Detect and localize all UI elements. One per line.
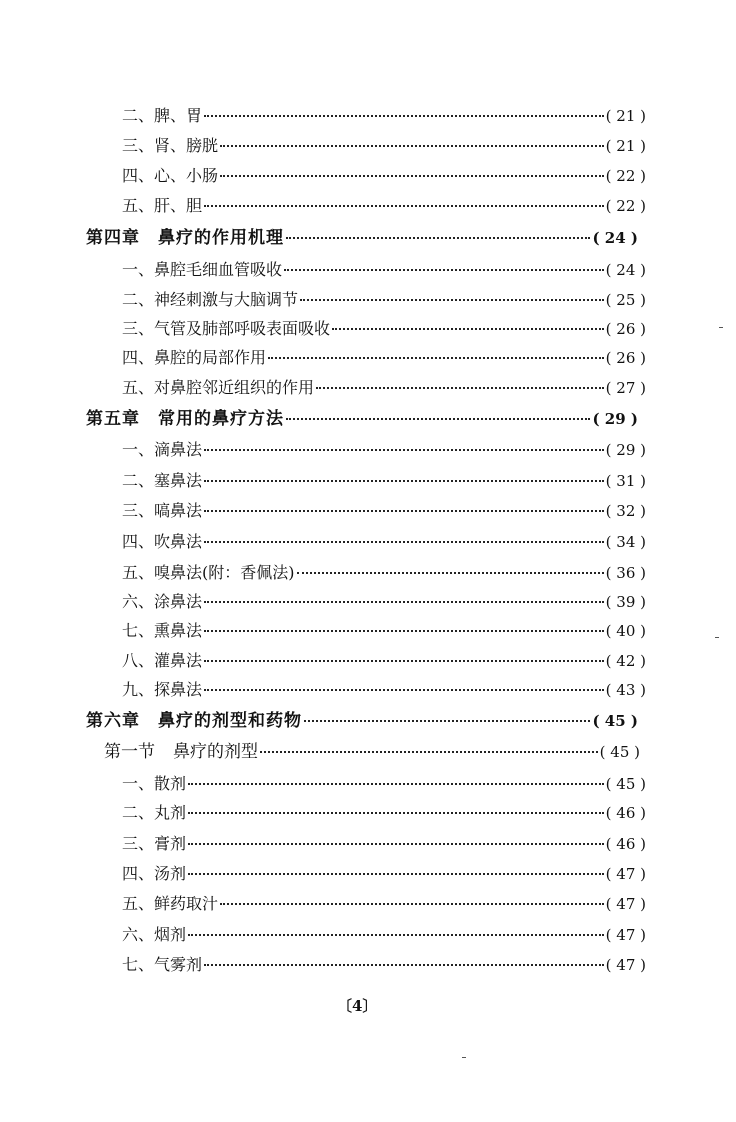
dot-leader bbox=[332, 328, 604, 330]
toc-item-number: 一、 bbox=[122, 774, 155, 793]
toc-chapter-number: 第六章 bbox=[86, 711, 140, 731]
toc-item-page: ( 45 ) bbox=[605, 775, 646, 793]
toc-chapter bbox=[86, 228, 638, 248]
toc-item bbox=[122, 925, 646, 945]
toc-item bbox=[122, 348, 646, 368]
toc-item-number: 三、 bbox=[122, 834, 155, 853]
toc-item-number: 一、 bbox=[122, 440, 155, 459]
dot-leader bbox=[286, 418, 590, 420]
dot-leader bbox=[204, 480, 604, 482]
toc-item-title: 熏鼻法 bbox=[154, 621, 203, 640]
toc-item bbox=[122, 680, 646, 700]
dot-leader bbox=[204, 601, 604, 603]
toc-item-title: 嗅鼻法(附：香佩法) bbox=[154, 563, 295, 582]
toc-item-page: ( 22 ) bbox=[605, 167, 646, 185]
toc-item-number: 九、 bbox=[122, 680, 155, 699]
toc-item bbox=[122, 319, 646, 339]
toc-item-number: 四、 bbox=[122, 864, 155, 883]
dot-leader bbox=[188, 934, 604, 936]
toc-item-page: ( 21 ) bbox=[605, 107, 646, 125]
toc-chapter-number: 第四章 bbox=[86, 228, 140, 248]
toc-item bbox=[122, 501, 646, 521]
dot-leader bbox=[286, 237, 590, 239]
scan-speck bbox=[719, 327, 723, 328]
toc-item-title: 塞鼻法 bbox=[154, 471, 203, 490]
toc-item-number: 二、 bbox=[122, 290, 155, 309]
toc-item-title: 探鼻法 bbox=[154, 680, 203, 699]
scan-speck bbox=[715, 637, 719, 638]
toc-item-number: 五、 bbox=[122, 378, 155, 397]
toc-item-number: 二、 bbox=[122, 471, 155, 490]
toc-item-page: ( 24 ) bbox=[605, 261, 646, 279]
toc-item-page: ( 25 ) bbox=[605, 291, 646, 309]
toc-item bbox=[122, 563, 646, 583]
dot-leader bbox=[188, 843, 604, 845]
toc-item-number: 二、 bbox=[122, 803, 155, 822]
toc-item-number: 六、 bbox=[122, 592, 155, 611]
toc-item-title: 吹鼻法 bbox=[154, 532, 203, 551]
toc-item bbox=[122, 621, 646, 641]
toc-item-page: ( 46 ) bbox=[605, 835, 646, 853]
toc-item-page: ( 26 ) bbox=[605, 320, 646, 338]
toc-chapter-page: ( 29 ) bbox=[592, 410, 638, 428]
toc-item-title: 散剂 bbox=[154, 774, 187, 793]
toc-chapter-title: 常用的鼻疗方法 bbox=[158, 409, 284, 429]
toc-item-title: 鲜药取汁 bbox=[154, 894, 219, 913]
toc-item-number: 八、 bbox=[122, 651, 155, 670]
toc-item-number: 一、 bbox=[122, 260, 155, 279]
toc-item-page: ( 34 ) bbox=[605, 533, 646, 551]
toc-item-title: 对鼻腔邻近组织的作用 bbox=[154, 378, 315, 397]
toc-item bbox=[122, 864, 646, 884]
toc-item bbox=[122, 378, 646, 398]
toc-item-title: 心、小肠 bbox=[154, 166, 219, 185]
dot-leader bbox=[204, 205, 604, 207]
toc-item-page: ( 47 ) bbox=[605, 865, 646, 883]
toc-item-title: 鼻腔毛细血管吸收 bbox=[154, 260, 283, 279]
toc-item-page: ( 42 ) bbox=[605, 652, 646, 670]
dot-leader bbox=[188, 812, 604, 814]
dot-leader bbox=[304, 720, 590, 722]
dot-leader bbox=[204, 630, 604, 632]
toc-item-number: 七、 bbox=[122, 621, 155, 640]
dot-leader bbox=[204, 115, 604, 117]
toc-item-page: ( 43 ) bbox=[605, 681, 646, 699]
toc-chapter-title: 鼻疗的剂型和药物 bbox=[158, 711, 302, 731]
toc-item bbox=[122, 440, 646, 460]
toc-item-number: 四、 bbox=[122, 166, 155, 185]
toc-item-number: 三、 bbox=[122, 319, 155, 338]
dot-leader bbox=[220, 145, 604, 147]
toc-item bbox=[122, 803, 646, 823]
toc-item-page: ( 32 ) bbox=[605, 502, 646, 520]
toc-item-number: 五、 bbox=[122, 196, 155, 215]
dot-leader bbox=[284, 269, 604, 271]
toc-item-page: ( 29 ) bbox=[605, 441, 646, 459]
toc-chapter bbox=[86, 711, 638, 731]
toc-item-page: ( 22 ) bbox=[605, 197, 646, 215]
toc-item bbox=[122, 834, 646, 854]
toc-item-page: ( 36 ) bbox=[605, 564, 646, 582]
toc-item-title: 脾、胃 bbox=[154, 106, 203, 125]
toc-chapter-title: 鼻疗的作用机理 bbox=[158, 228, 284, 248]
toc-item-number: 五、 bbox=[122, 894, 155, 913]
toc-item-title: 汤剂 bbox=[154, 864, 187, 883]
toc-section-number: 第一节 bbox=[104, 742, 155, 762]
toc-item-page: ( 47 ) bbox=[605, 926, 646, 944]
dot-leader bbox=[204, 510, 604, 512]
toc-item-title: 肝、胆 bbox=[154, 196, 203, 215]
toc-item-title: 气管及肺部呼吸表面吸收 bbox=[154, 319, 331, 338]
toc-section bbox=[104, 742, 640, 762]
toc-item-number: 六、 bbox=[122, 925, 155, 944]
toc-item-title: 烟剂 bbox=[154, 925, 187, 944]
toc-item-number: 三、 bbox=[122, 136, 155, 155]
toc-item-page: ( 47 ) bbox=[605, 956, 646, 974]
toc-item bbox=[122, 260, 646, 280]
dot-leader bbox=[188, 783, 604, 785]
toc-chapter-number: 第五章 bbox=[86, 409, 140, 429]
scan-speck bbox=[462, 1057, 466, 1058]
dot-leader bbox=[188, 873, 604, 875]
toc-item-page: ( 26 ) bbox=[605, 349, 646, 367]
toc-chapter-page: ( 45 ) bbox=[592, 712, 638, 730]
dot-leader bbox=[204, 449, 604, 451]
toc-item-number: 四、 bbox=[122, 348, 155, 367]
dot-leader bbox=[316, 387, 604, 389]
dot-leader bbox=[204, 660, 604, 662]
toc-section-title: 鼻疗的剂型 bbox=[173, 742, 258, 762]
toc-item-page: ( 46 ) bbox=[605, 804, 646, 822]
toc-item-page: ( 27 ) bbox=[605, 379, 646, 397]
toc-item-page: ( 31 ) bbox=[605, 472, 646, 490]
toc-item bbox=[122, 894, 646, 914]
dot-leader bbox=[204, 964, 604, 966]
toc-section-page: ( 45 ) bbox=[599, 743, 640, 761]
dot-leader bbox=[260, 751, 598, 753]
toc-item bbox=[122, 196, 646, 216]
dot-leader bbox=[204, 541, 604, 543]
dot-leader bbox=[220, 903, 604, 905]
dot-leader bbox=[204, 689, 604, 691]
toc-item bbox=[122, 136, 646, 156]
toc-item bbox=[122, 651, 646, 671]
toc-item-title: 滴鼻法 bbox=[154, 440, 203, 459]
dot-leader bbox=[268, 357, 604, 359]
toc-item bbox=[122, 290, 646, 310]
toc-item-page: ( 39 ) bbox=[605, 593, 646, 611]
toc-item-number: 四、 bbox=[122, 532, 155, 551]
toc-item bbox=[122, 106, 646, 126]
toc-item-number: 三、 bbox=[122, 501, 155, 520]
toc-item-page: ( 47 ) bbox=[605, 895, 646, 913]
toc-item-title: 膏剂 bbox=[154, 834, 187, 853]
toc-item bbox=[122, 471, 646, 491]
toc-item-title: 鼻腔的局部作用 bbox=[154, 348, 267, 367]
toc-item-title: 灌鼻法 bbox=[154, 651, 203, 670]
toc-item-title: 神经刺激与大脑调节 bbox=[154, 290, 299, 309]
toc-item-title: 肾、膀胱 bbox=[154, 136, 219, 155]
toc-item-number: 七、 bbox=[122, 955, 155, 974]
toc-item bbox=[122, 955, 646, 975]
toc-item-number: 五、 bbox=[122, 563, 155, 582]
toc-item-title: 涂鼻法 bbox=[154, 592, 203, 611]
toc-chapter-page: ( 24 ) bbox=[592, 229, 638, 247]
toc-item-title: 丸剂 bbox=[154, 803, 187, 822]
toc-item-page: ( 21 ) bbox=[605, 137, 646, 155]
toc-item-title: 气雾剂 bbox=[154, 955, 203, 974]
toc-item-title: 嗃鼻法 bbox=[154, 501, 203, 520]
toc-item bbox=[122, 166, 646, 186]
toc-item-page: ( 40 ) bbox=[605, 622, 646, 640]
dot-leader bbox=[300, 299, 604, 301]
dot-leader bbox=[220, 175, 604, 177]
toc-chapter bbox=[86, 409, 638, 429]
dot-leader bbox=[297, 572, 604, 574]
toc-item bbox=[122, 774, 646, 794]
page-number: 〔4〕 bbox=[337, 997, 378, 1015]
toc-item bbox=[122, 532, 646, 552]
toc-item bbox=[122, 592, 646, 612]
toc-item-number: 二、 bbox=[122, 106, 155, 125]
